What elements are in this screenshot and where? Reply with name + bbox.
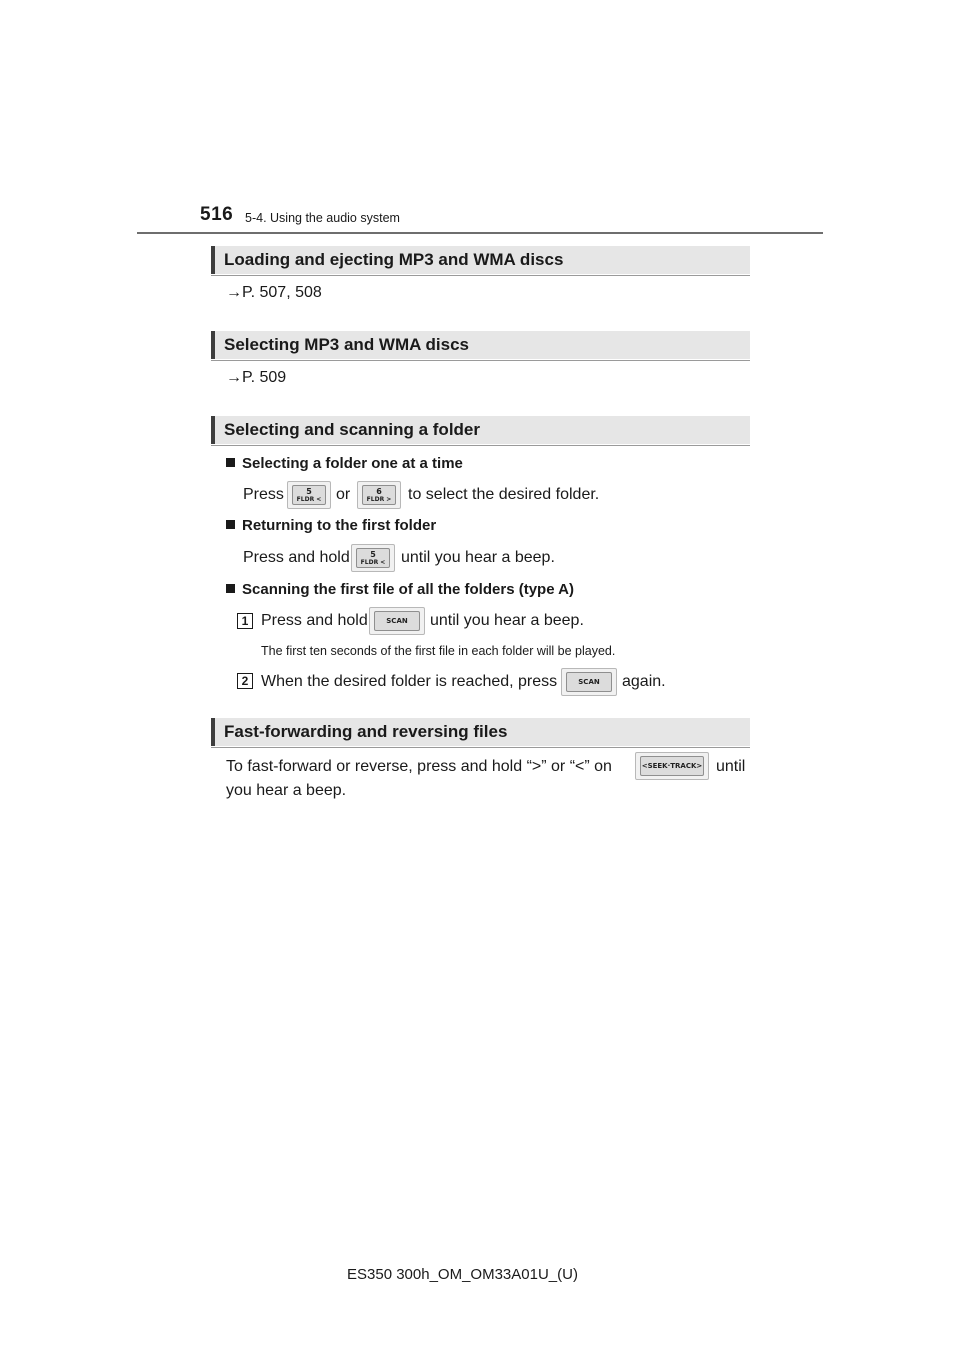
- instruction-text: until you hear a beep.: [401, 549, 555, 566]
- section-title: Selecting and scanning a folder: [224, 420, 480, 439]
- seek-track-button[interactable]: [635, 752, 709, 780]
- button-number: 6: [376, 487, 382, 496]
- subheading-first-folder: Returning to the first folder: [226, 517, 436, 534]
- square-bullet-icon: [226, 458, 235, 467]
- section-heading-fast-forward: [211, 718, 750, 746]
- fldr-down-button[interactable]: [351, 544, 395, 572]
- body-paragraph: you hear a beep.: [226, 782, 347, 799]
- instruction-text: Press and hold: [243, 549, 350, 566]
- step-text: until you hear a beep.: [430, 612, 584, 629]
- page-reference-loading: →P. 507, 508: [226, 284, 322, 301]
- step-note: The first ten seconds of the first file in each folder will be played.: [261, 644, 616, 658]
- body-paragraph: until: [716, 758, 746, 775]
- body-paragraph: To fast-forward or reverse, press and hold “>” or “<” on: [226, 758, 612, 775]
- step-number-1: 1: [237, 613, 253, 629]
- scan-button[interactable]: [561, 668, 617, 696]
- button-label: <SEEK·TRACK>: [641, 762, 703, 770]
- page-number: 516: [200, 204, 234, 225]
- button-label: SCAN: [578, 678, 600, 686]
- step-text: again.: [622, 673, 666, 690]
- instruction-text: or: [336, 486, 351, 503]
- button-label: FLDR >: [366, 496, 392, 503]
- fldr-up-button[interactable]: [357, 481, 401, 509]
- section-heading-folder: [211, 416, 750, 444]
- page-reference-selecting: →P. 509: [226, 369, 287, 386]
- step-text: Press and hold: [261, 612, 368, 629]
- instruction-text: to select the desired folder.: [408, 486, 600, 503]
- section-title: Fast-forwarding and reversing files: [224, 722, 508, 741]
- section-title: Selecting MP3 and WMA discs: [224, 335, 469, 354]
- button-label: SCAN: [386, 617, 408, 625]
- step-number-2: 2: [237, 673, 253, 689]
- subheading-scan-folders: Scanning the first file of all the folders (type A): [226, 581, 574, 598]
- button-label: FLDR <: [296, 496, 322, 503]
- section-title: Loading and ejecting MP3 and WMA discs: [224, 250, 564, 269]
- section-heading-selecting-discs: [211, 331, 750, 359]
- scan-button[interactable]: [369, 607, 425, 635]
- section-heading-loading: [211, 246, 750, 274]
- square-bullet-icon: [226, 584, 235, 593]
- running-head: 5-4. Using the audio system: [245, 211, 400, 225]
- step-text: When the desired folder is reached, press: [261, 673, 558, 690]
- button-number: 5: [370, 550, 376, 559]
- subheading-select-folder: Selecting a folder one at a time: [226, 455, 463, 472]
- instruction-text: Press: [243, 486, 284, 503]
- fldr-down-button[interactable]: [287, 481, 331, 509]
- square-bullet-icon: [226, 520, 235, 529]
- button-label: FLDR <: [360, 559, 386, 566]
- header-rule: [137, 232, 823, 234]
- document-code-footer: ES350 300h_OM_OM33A01U_(U): [347, 1266, 578, 1283]
- button-number: 5: [306, 487, 312, 496]
